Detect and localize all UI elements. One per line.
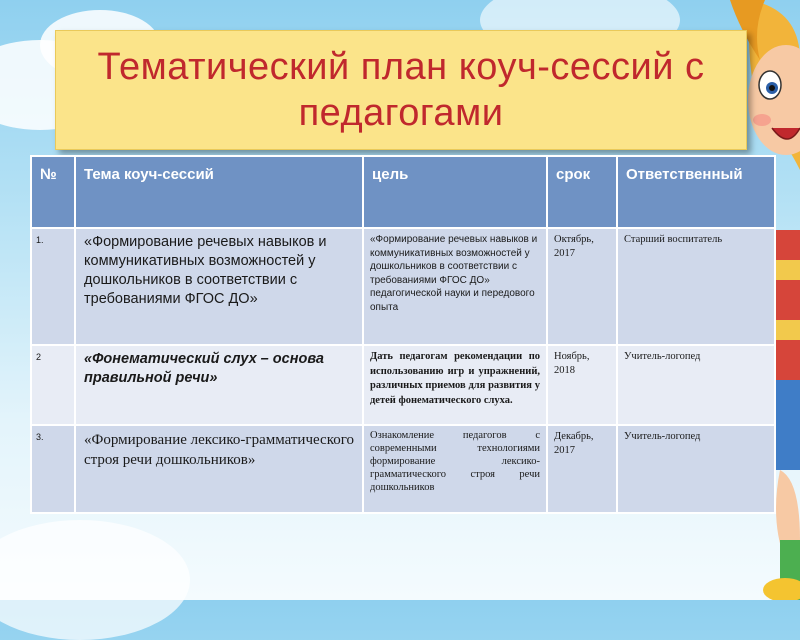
row-number: 1. (31, 228, 75, 345)
page-title: Тематический план коуч-сессий с педагогами (97, 46, 705, 134)
row-topic: «Формирование лексико-грамматического строя речи дошкольников» (75, 425, 363, 513)
row-topic: «Формирование речевых навыков и коммуникативных возможностей у дошкольников в соответствии с требованиями ФГОС ДО» (75, 228, 363, 345)
header-goal: цель (363, 156, 547, 228)
header-deadline: срок (547, 156, 617, 228)
header-number: № (31, 156, 75, 228)
row-responsible: Учитель-логопед (617, 345, 775, 425)
table-header-row (31, 156, 775, 228)
table-row (31, 228, 775, 345)
table-row (31, 425, 775, 513)
header-topic: Тема коуч-сессий (75, 156, 363, 228)
cloud (0, 520, 190, 640)
row-deadline: Ноябрь, 2018 (547, 345, 617, 425)
row-responsible: Старший воспитатель (617, 228, 775, 345)
row-number: 2 (31, 345, 75, 425)
table-row (31, 345, 775, 425)
row-responsible: Учитель-логопед (617, 425, 775, 513)
header-responsible: Ответственный (617, 156, 775, 228)
row-goal: Дать педагогам рекомендации по использованию игр и упражнений, различных приемов для развития у детей фонематического слуха. (363, 345, 547, 425)
row-deadline: Октябрь, 2017 (547, 228, 617, 345)
row-goal: Ознакомление педагогов с современными технологиями формирование лексико-грамматического строя речи дошкольников (363, 425, 547, 513)
row-deadline: Декабрь, 2017 (547, 425, 617, 513)
plan-table (30, 155, 776, 514)
title-box (55, 30, 747, 150)
row-number: 3. (31, 425, 75, 513)
row-topic: «Фонематический слух – основа правильной речи» (75, 345, 363, 425)
row-goal: «Формирование речевых навыков и коммуникативных возможностей у дошкольников в соответствии с требованиями ФГОС ДО» педагогической науки и передового опыта (363, 228, 547, 345)
